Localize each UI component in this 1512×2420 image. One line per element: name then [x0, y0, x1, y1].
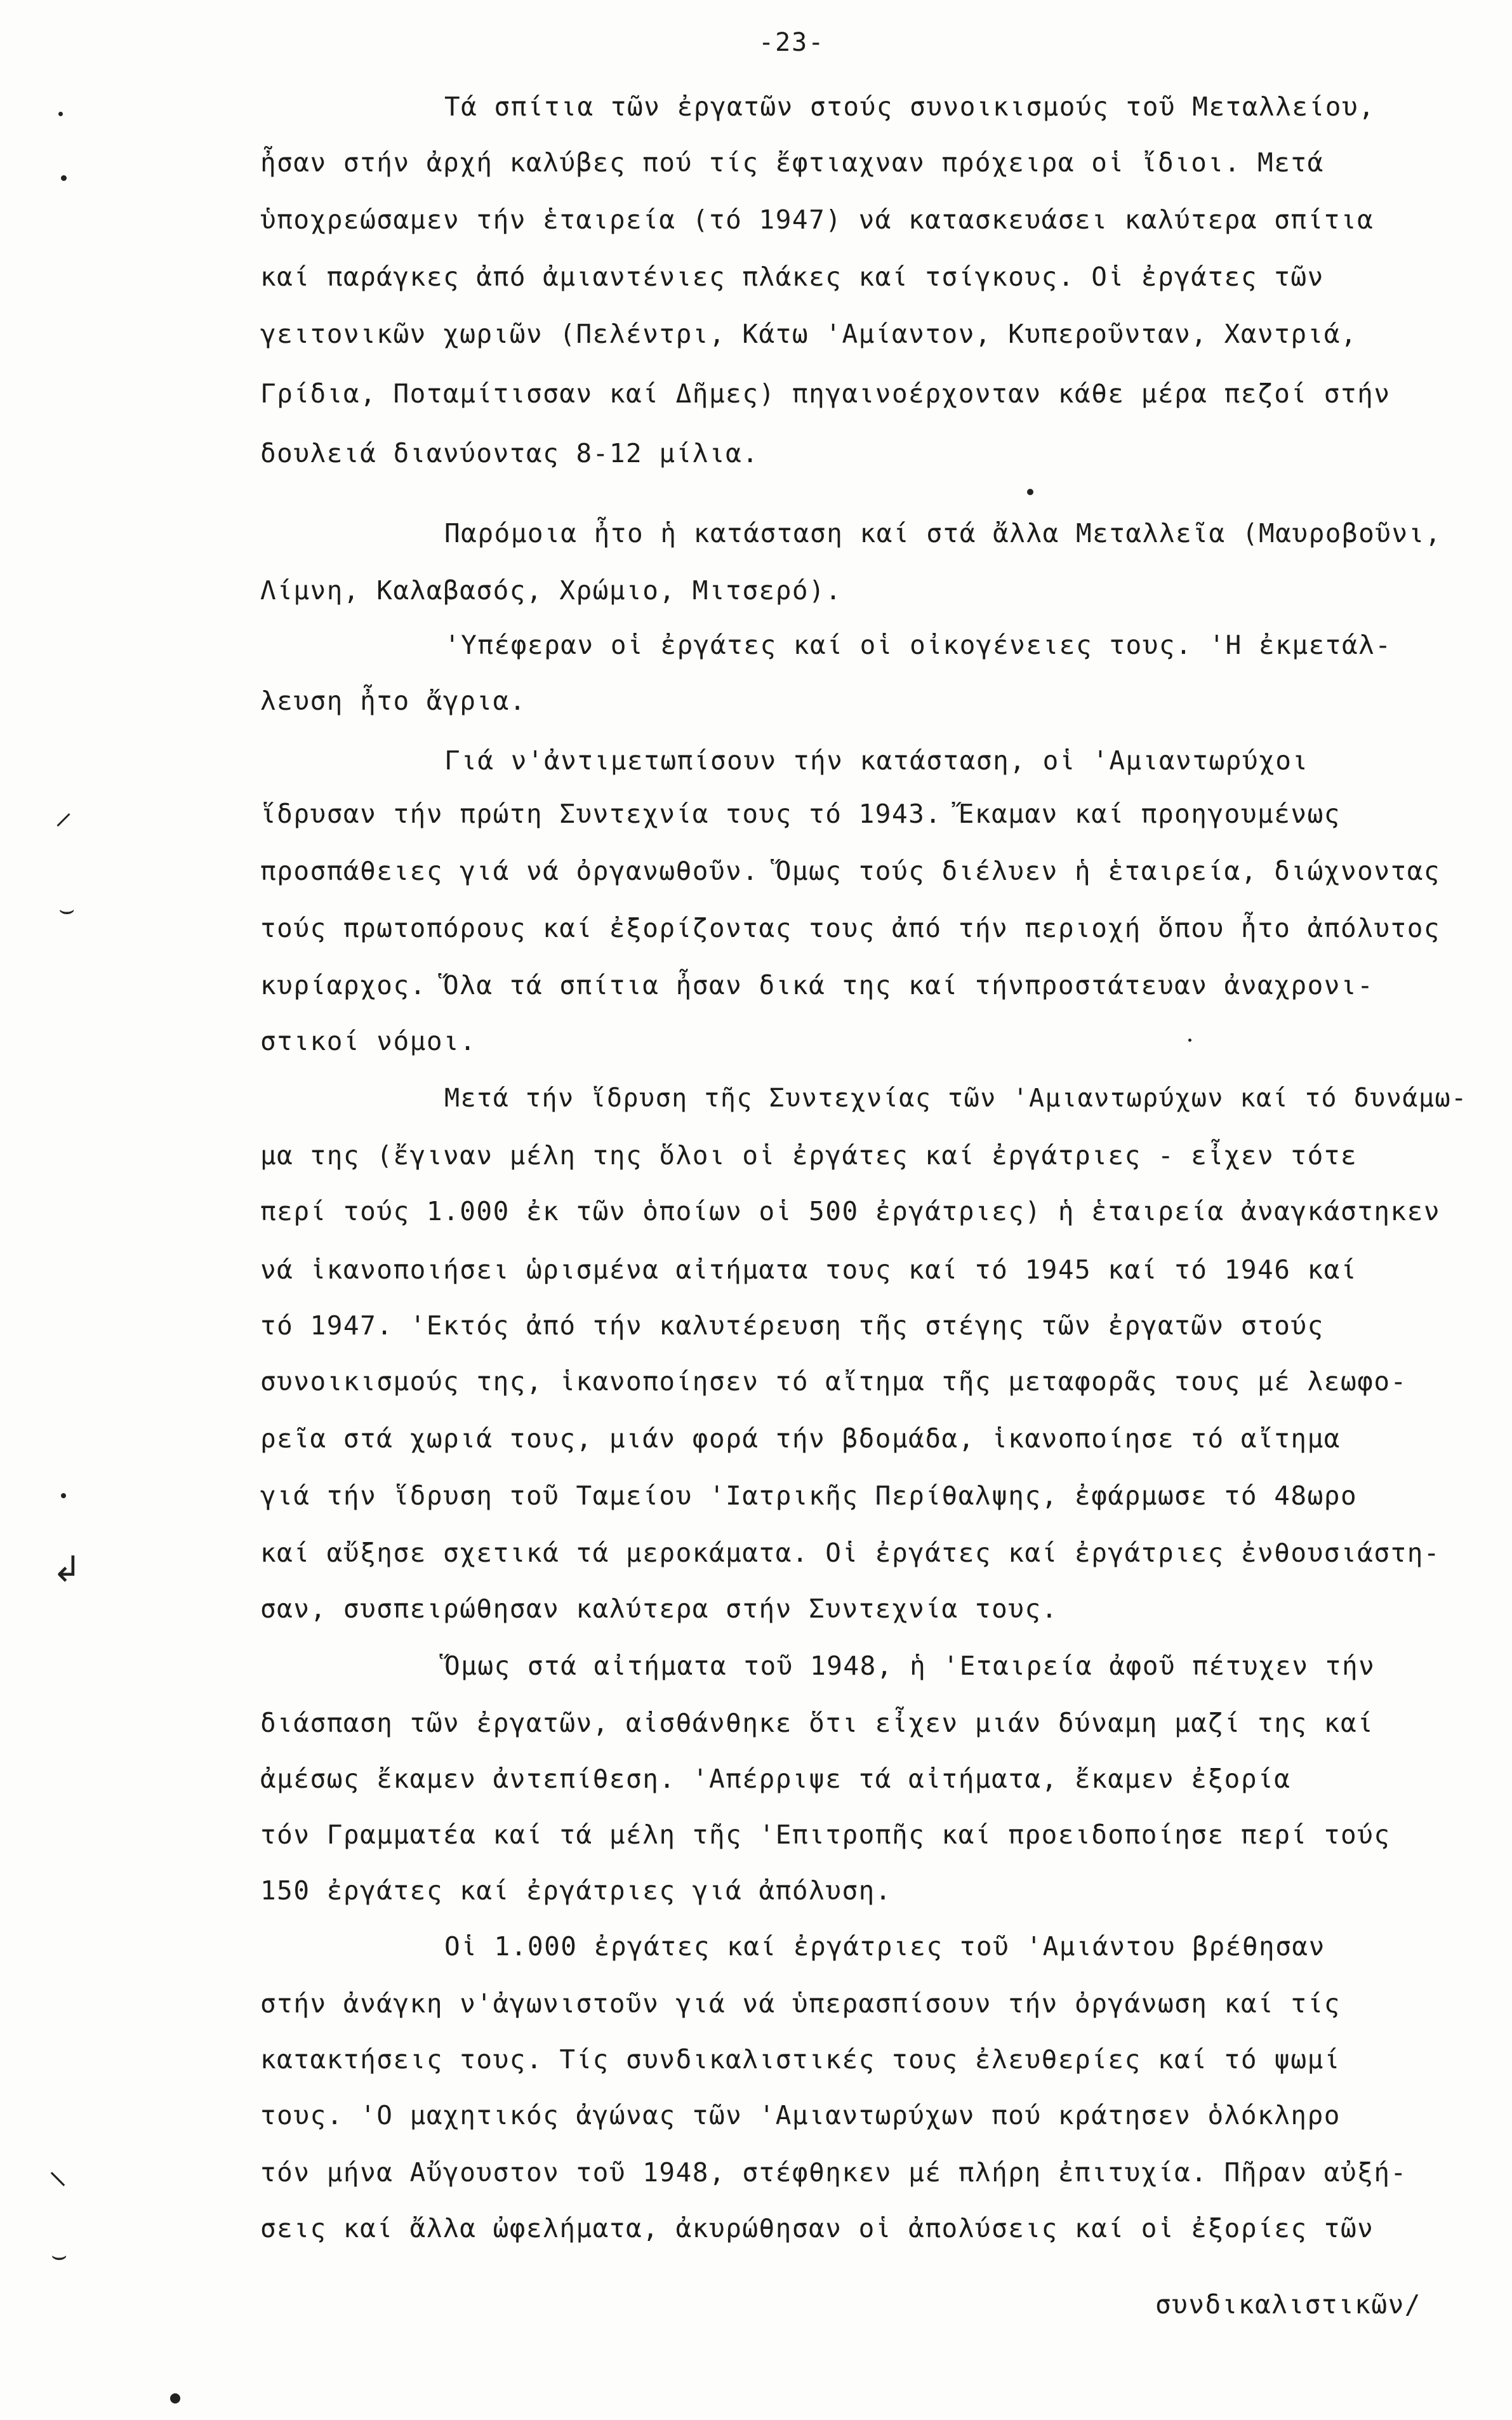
text-line: Λίμνη, Καλαβασός, Χρώμιο, Μιτσερό).: [260, 575, 842, 606]
margin-speck: [61, 1493, 66, 1498]
text-line: λευση ἦτο ἄγρια.: [260, 686, 526, 716]
text-line: Οἱ 1.000 ἐργάτες καί ἐργάτριες τοῦ 'Αμιάντου βρέθησαν: [444, 1931, 1325, 1962]
text-line: προσπάθειες γιά νά ὀργανωθοῦν. Ὅμως τούς διέλυεν ἡ ἑταιρεία, διώχνοντας: [260, 856, 1441, 886]
margin-hook-mark: ↲: [52, 1549, 82, 1590]
text-line: συνδικαλιστικῶν/: [1155, 2289, 1421, 2320]
text-line: Ὅμως στά αἰτήματα τοῦ 1948, ἡ 'Εταιρεία ἀφοῦ πέτυχεν τήν: [444, 1651, 1376, 1681]
text-line: Τά σπίτια τῶν ἐργατῶν στούς συνοικισμούς τοῦ Μεταλλείου,: [444, 91, 1376, 122]
margin-tick-mark: ⌣: [58, 895, 76, 924]
text-line: σεις καί ἄλλα ὠφελήματα, ἀκυρώθησαν οἱ ἀπολύσεις καί οἱ ἐξορίες τῶν: [260, 2213, 1374, 2244]
text-line: γειτονικῶν χωριῶν (Πελέντρι, Κάτω 'Αμίαντον, Κυπεροῦνταν, Χαντριά,: [260, 319, 1358, 349]
text-line: ἀμέσως ἔκαμεν ἀντεπίθεση. 'Απέρριψε τά αἰτήματα, ἔκαμεν ἐξορία: [260, 1764, 1291, 1794]
text-line: στήν ἀνάγκη ν'ἀγωνιστοῦν γιά νά ὑπερασπίσουν τήν ὀργάνωση καί τίς: [260, 1988, 1341, 2019]
page-number: -23-: [759, 28, 825, 57]
margin-speck: [170, 2393, 180, 2403]
text-line: ὑποχρεώσαμεν τήν ἑταιρεία (τό 1947) νά κατασκευάσει καλύτερα σπίτια: [260, 204, 1374, 235]
text-line: νά ἱκανοποιήσει ὡρισμένα αἰτήματα τους καί τό 1945 καί τό 1946 καί: [260, 1254, 1358, 1285]
scan-speck: [1188, 1039, 1191, 1042]
text-line: τόν Γραμματέα καί τά μέλη τῆς 'Επιτροπῆς καί προειδοποίησε περί τούς: [260, 1819, 1391, 1850]
margin-tick-mark: ⌣: [51, 2241, 68, 2270]
text-line: Γρίδια, Ποταμίτισσαν καί Δῆμες) πηγαινοέρχονταν κάθε μέρα πεζοί στήν: [260, 378, 1391, 409]
text-line: ἵδρυσαν τήν πρώτη Συντεχνία τους τό 1943. Ἔκαμαν καί προηγουμένως: [260, 799, 1341, 829]
text-line: 150 ἐργάτες καί ἐργάτριες γιά ἀπόλυση.: [260, 1875, 892, 1906]
text-line: διάσπαση τῶν ἐργατῶν, αἰσθάνθηκε ὅτι εἶχεν μιάν δύναμη μαζί της καί: [260, 1708, 1374, 1738]
text-line: τό 1947. 'Εκτός ἀπό τήν καλυτέρευση τῆς στέγης τῶν ἐργατῶν στούς: [260, 1310, 1324, 1341]
text-line: τόν μήνα Αὔγουστον τοῦ 1948, στέφθηκεν μέ πλήρη ἐπιτυχία. Πῆραν αὐξή-: [260, 2157, 1407, 2188]
text-line: ρεῖα στά χωριά τους, μιάν φορά τήν βδομάδα, ἱκανοποίησε τό αἴτημα: [260, 1423, 1341, 1454]
text-line: ἦσαν στήν ἀρχή καλύβες πού τίς ἔφτιαχναν πρόχειρα οἱ ἴδιοι. Μετά: [260, 147, 1324, 178]
margin-hook-mark: ⸍: [55, 806, 72, 848]
text-line: 'Υπέφεραν οἱ ἐργάτες καί οἱ οἰκογένειες τους. 'Η ἐκμετάλ-: [444, 630, 1392, 660]
text-line: κυρίαρχος. Ὅλα τά σπίτια ἦσαν δικά της καί τήνπροστάτευαν ἀναχρονι-: [260, 970, 1374, 1001]
margin-speck: [61, 175, 67, 181]
text-line: τούς πρωτοπόρους καί ἐξορίζοντας τους ἀπό τήν περιοχή ὅπου ἦτο ἀπόλυτος: [260, 913, 1441, 943]
text-line: γιά τήν ἵδρυση τοῦ Ταμείου 'Ιατρικῆς Περίθαλψης, ἐφάρμωσε τό 48ωρο: [260, 1480, 1358, 1511]
margin-speck: [58, 112, 63, 116]
margin-hook-mark: ⸌: [48, 2164, 67, 2209]
text-line: σαν, συσπειρώθησαν καλύτερα στήν Συντεχνία τους.: [260, 1593, 1058, 1624]
text-line: καί παράγκες ἀπό ἀμιαντένιες πλάκες καί τσίγκους. Οἱ ἐργάτες τῶν: [260, 262, 1324, 292]
text-line: συνοικισμούς της, ἱκανοποίησεν τό αἴτημα τῆς μεταφορᾶς τους μέ λεωφο-: [260, 1366, 1407, 1397]
text-line: Παρόμοια ἦτο ἡ κατάσταση καί στά ἄλλα Μεταλλεῖα (Μαυροβοῦνι,: [444, 518, 1442, 548]
text-line: δουλειά διανύοντας 8-12 μίλια.: [260, 438, 759, 469]
text-line: στικοί νόμοι.: [260, 1026, 477, 1056]
text-line: περί τούς 1.000 ἐκ τῶν ὁποίων οἱ 500 ἐργάτριες) ἡ ἑταιρεία ἀναγκάστηκεν: [260, 1196, 1441, 1227]
text-line: μα της (ἔγιναν μέλη της ὅλοι οἱ ἐργάτες καί ἐργάτριες - εἶχεν τότε: [260, 1140, 1358, 1171]
scan-speck: [1027, 489, 1033, 495]
text-line: καί αὔξησε σχετικά τά μεροκάματα. Οἱ ἐργάτες καί ἐργάτριες ἐνθουσιάστη-: [260, 1538, 1441, 1568]
text-line: Μετά τήν ἵδρυση τῆς Συντεχνίας τῶν 'Αμιαντωρύχων καί τό δυνάμω-: [444, 1084, 1468, 1113]
text-line: τους. 'Ο μαχητικός ἀγώνας τῶν 'Αμιαντωρύχων πού κράτησεν ὁλόκληρο: [260, 2100, 1341, 2131]
text-line: Γιά ν'ἀντιμετωπίσουν τήν κατάσταση, οἱ 'Αμιαντωρύχοι: [444, 745, 1309, 776]
text-line: κατακτήσεις τους. Τίς συνδικαλιστικές τους ἐλευθερίες καί τό ψωμί: [260, 2044, 1341, 2075]
